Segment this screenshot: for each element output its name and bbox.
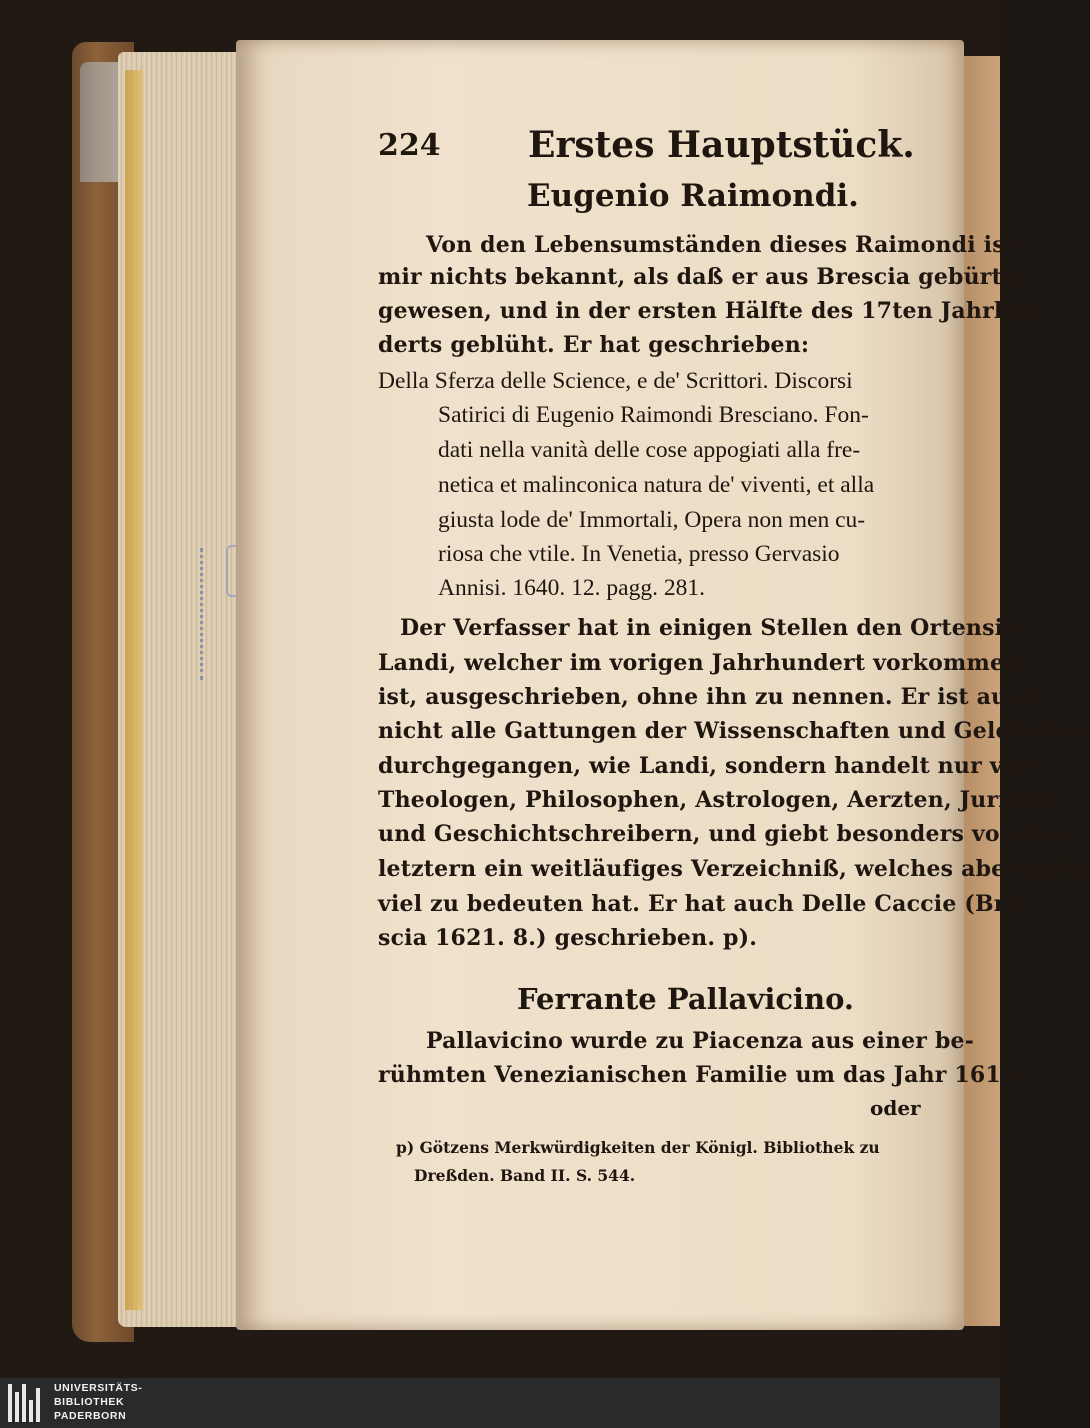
section-heading-pallavicino: Ferrante Pallavicino.: [517, 982, 855, 1016]
text-line: und Geschichtschreibern, und giebt besonders von den: [378, 821, 1070, 847]
library-name-line3: PADERBORN: [54, 1410, 127, 1422]
citation-line: Annisi. 1640. 12. pagg. 281.: [438, 575, 705, 601]
text-line: durchgegangen, wie Landi, sondern handelt nur von: [378, 753, 1034, 779]
library-stamp: [200, 548, 229, 680]
text-line: Pallavicino wurde zu Piacenza aus einer be-: [426, 1028, 975, 1054]
page-number: 224: [378, 128, 441, 163]
text-line: Theologen, Philosophen, Astrologen, Aerzten, Juristen: [378, 787, 1061, 813]
text-line: derts geblüht. Er hat geschrieben:: [378, 332, 810, 358]
library-footer: [0, 1378, 1000, 1428]
section-heading-raimondi: Eugenio Raimondi.: [527, 178, 859, 214]
footnote-line: p) Götzens Merkwürdigkeiten der Königl. Bibliothek zu: [396, 1138, 880, 1157]
library-logo-icon: [8, 1384, 48, 1422]
text-line: Landi, welcher im vorigen Jahrhundert vorkommen: [378, 650, 1021, 676]
running-header: Erstes Hauptstück.: [528, 124, 915, 166]
citation-line: Satirici di Eugenio Raimondi Bresciano. Fon-: [438, 402, 869, 428]
text-line: nicht alle Gattungen der Wissenschaften und Gelehrten: [378, 718, 1079, 744]
text-line: scia 1621. 8.) geschrieben. p).: [378, 925, 758, 951]
citation-line: giusta lode de' Immortali, Opera non men cu-: [438, 507, 866, 533]
footnote-line: Dreßden. Band II. S. 544.: [414, 1166, 636, 1185]
text-line: ist, ausgeschrieben, ohne ihn zu nennen. Er ist auch: [378, 684, 1038, 710]
citation-line: Della Sferza delle Science, e de' Scrittori. Discorsi: [378, 368, 853, 394]
citation-line: riosa che vtile. In Venetia, presso Gervasio: [438, 541, 840, 567]
library-name-line1: UNIVERSITÄTS-: [54, 1382, 143, 1394]
text-line: gewesen, und in der ersten Hälfte des 17ten Jahrhun-: [378, 298, 1052, 324]
text-line: letztern ein weitläufiges Verzeichniß, welches aber nicht: [378, 856, 1090, 882]
text-line: Von den Lebensumständen dieses Raimondi ist: [426, 232, 1016, 258]
text-line: viel zu bedeuten hat. Er hat auch Delle Caccie (Bre-: [378, 891, 1030, 917]
citation-line: netica et malinconica natura de' viventi, et alla: [438, 472, 875, 498]
text-line: Der Verfasser hat in einigen Stellen den Ortensio: [400, 615, 1019, 641]
text-line: rühmten Venezianischen Familie um das Jahr 1615.: [378, 1062, 1025, 1088]
citation-line: dati nella vanità delle cose appogiati alla fre-: [438, 437, 861, 463]
text-line: mir nichts bekannt, als daß er aus Brescia gebürtig: [378, 264, 1027, 290]
page-edge-tint: [125, 70, 143, 1310]
catchword: oder: [870, 1096, 921, 1120]
library-name-line2: BIBLIOTHEK: [54, 1396, 125, 1408]
cover-corner: [80, 62, 120, 182]
